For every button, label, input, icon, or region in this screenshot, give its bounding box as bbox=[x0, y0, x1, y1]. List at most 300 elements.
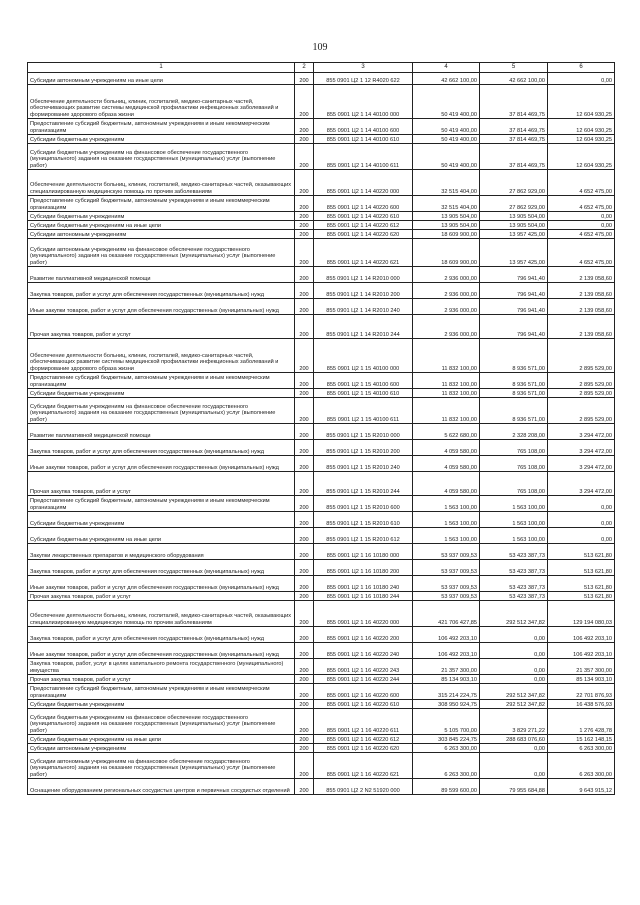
row-value-col5: 8 936 571,00 bbox=[480, 389, 548, 398]
row-name-text: Субсидии бюджетным учреждениям на финансовое обеспечение государственного (муниципального) задания на оказание государственных (муниципальных) услуг (выполнение работ) bbox=[30, 149, 276, 169]
row-classifier-cell: 855 0901 Ц2 1 16 40220 243 bbox=[314, 659, 413, 675]
row-classifier-cell: 855 0901 Ц2 1 16 40220 240 bbox=[314, 643, 413, 659]
row-value-col4: 6 263 300,00 bbox=[413, 753, 480, 779]
header-cell: 6 bbox=[548, 63, 615, 73]
table-row bbox=[28, 735, 615, 744]
row-code-cell: 200 bbox=[295, 283, 314, 299]
row-name-text: Субсидии бюджетным учреждениям на иные цели bbox=[30, 736, 162, 743]
row-value-col6: 3 294 472,00 bbox=[548, 456, 615, 472]
row-code-cell: 200 bbox=[295, 315, 314, 339]
row-value-col6: 0,00 bbox=[548, 212, 615, 221]
table-row bbox=[28, 299, 615, 315]
row-code-cell: 200 bbox=[295, 709, 314, 735]
row-name-text: Развитие паллиативной медицинской помощи bbox=[30, 275, 151, 282]
row-value-col4: 2 936 000,00 bbox=[413, 283, 480, 299]
row-classifier-cell: 855 0901 Ц2 1 16 40220 620 bbox=[314, 744, 413, 753]
row-value-col5: 53 423 387,73 bbox=[480, 592, 548, 601]
row-code-cell: 200 bbox=[295, 389, 314, 398]
row-name-cell bbox=[28, 389, 295, 398]
row-name-text: Субсидии автономным учреждениям на иные цели bbox=[30, 77, 163, 84]
row-name-cell bbox=[28, 135, 295, 144]
header-cell: 2 bbox=[295, 63, 314, 73]
row-code-cell: 200 bbox=[295, 373, 314, 389]
table-row bbox=[28, 744, 615, 753]
row-name-text: Субсидии бюджетным учреждениям на финансовое обеспечение государственного (муниципального) задания на оказание государственных (муниципальных) услуг (выполнение работ) bbox=[30, 403, 276, 423]
row-classifier-cell: 855 0901 Ц2 1 14 40220 612 bbox=[314, 221, 413, 230]
row-classifier-cell: 855 0901 Ц2 1 16 40220 621 bbox=[314, 753, 413, 779]
row-value-col6: 6 263 300,00 bbox=[548, 753, 615, 779]
row-classifier-cell: 855 0901 Ц2 1 15 R2010 612 bbox=[314, 528, 413, 544]
row-name-text: Субсидии бюджетным учреждениям bbox=[30, 213, 125, 220]
row-name-text: Развитие паллиативной медицинской помощи bbox=[30, 432, 151, 439]
row-code-cell: 200 bbox=[295, 144, 314, 170]
table-row bbox=[28, 315, 615, 339]
row-classifier-cell: 855 0901 Ц2 1 16 10180 200 bbox=[314, 560, 413, 576]
row-code-cell: 200 bbox=[295, 456, 314, 472]
row-value-col5: 765 108,00 bbox=[480, 456, 548, 472]
row-code-cell: 200 bbox=[295, 512, 314, 528]
row-classifier-cell: 855 0901 Ц2 1 16 40220 244 bbox=[314, 675, 413, 684]
row-code-cell: 200 bbox=[295, 700, 314, 709]
row-classifier-cell: 855 0901 Ц2 1 16 40220 612 bbox=[314, 735, 413, 744]
row-name-cell bbox=[28, 512, 295, 528]
row-value-col6: 2 139 058,60 bbox=[548, 267, 615, 283]
row-name-text: Иные закупки товаров, работ и услуг для обеспечения государственных (муниципальных) нужд bbox=[30, 651, 279, 658]
row-code-cell: 200 bbox=[295, 472, 314, 496]
row-name-text: Оснащение оборудованием региональных сосудистых центров и первичных сосудистых отделений bbox=[30, 787, 290, 794]
row-name-cell bbox=[28, 440, 295, 456]
row-classifier-cell: 855 0901 Ц2 1 16 40220 600 bbox=[314, 684, 413, 700]
row-value-col6: 2 139 058,60 bbox=[548, 283, 615, 299]
row-value-col5: 1 563 100,00 bbox=[480, 496, 548, 512]
row-value-col6: 0,00 bbox=[548, 528, 615, 544]
row-value-col4: 89 599 600,00 bbox=[413, 779, 480, 795]
row-value-col4: 303 845 224,75 bbox=[413, 735, 480, 744]
row-value-col6: 6 263 300,00 bbox=[548, 744, 615, 753]
row-name-text: Закупка товаров, работ и услуг для обеспечения государственных (муниципальных) нужд bbox=[30, 291, 264, 298]
row-code-cell: 200 bbox=[295, 659, 314, 675]
table-row bbox=[28, 283, 615, 299]
row-value-col4: 42 662 100,00 bbox=[413, 73, 480, 85]
row-value-col5: 13 957 425,00 bbox=[480, 230, 548, 239]
row-value-col4: 11 832 100,00 bbox=[413, 373, 480, 389]
row-value-col6: 513 621,80 bbox=[548, 576, 615, 592]
row-classifier-cell: 855 0901 Ц2 1 16 10180 000 bbox=[314, 544, 413, 560]
row-name-text: Предоставление субсидий бюджетным, автономным учреждениям и иным некоммерческим организациям bbox=[30, 498, 270, 511]
row-value-col4: 53 937 009,53 bbox=[413, 544, 480, 560]
row-value-col5: 765 108,00 bbox=[480, 440, 548, 456]
row-classifier-cell: 855 0901 Ц2 1 14 40100 000 bbox=[314, 85, 413, 119]
row-value-col4: 421 706 427,85 bbox=[413, 601, 480, 627]
row-code-cell: 200 bbox=[295, 675, 314, 684]
row-value-col5: 796 941,40 bbox=[480, 315, 548, 339]
row-classifier-cell: 855 0901 Ц2 1 15 R2010 600 bbox=[314, 496, 413, 512]
row-value-col5: 13 905 504,00 bbox=[480, 221, 548, 230]
row-name-cell bbox=[28, 544, 295, 560]
table-row bbox=[28, 339, 615, 373]
row-code-cell: 200 bbox=[295, 592, 314, 601]
row-value-col5: 13 905 504,00 bbox=[480, 212, 548, 221]
row-code-cell: 200 bbox=[295, 528, 314, 544]
table-row bbox=[28, 440, 615, 456]
row-classifier-cell: 855 0901 Ц2 1 15 40100 611 bbox=[314, 398, 413, 424]
row-value-col6: 2 895 529,00 bbox=[548, 373, 615, 389]
row-classifier-cell: 855 0901 Ц2 1 15 R2010 200 bbox=[314, 440, 413, 456]
row-name-cell bbox=[28, 627, 295, 643]
row-classifier-cell: 855 0901 Ц2 1 12 R4020 622 bbox=[314, 73, 413, 85]
row-name-text: Субсидии бюджетным учреждениям bbox=[30, 701, 125, 708]
table-row bbox=[28, 144, 615, 170]
table-row bbox=[28, 239, 615, 267]
row-value-col6: 1 276 428,78 bbox=[548, 709, 615, 735]
row-name-cell bbox=[28, 643, 295, 659]
row-value-col4: 85 134 903,10 bbox=[413, 675, 480, 684]
header-cell: 4 bbox=[413, 63, 480, 73]
row-name-cell bbox=[28, 779, 295, 795]
header-cell: 5 bbox=[480, 63, 548, 73]
row-value-col5: 765 108,00 bbox=[480, 472, 548, 496]
row-classifier-cell: 855 0901 Ц2 1 14 R2010 240 bbox=[314, 299, 413, 315]
row-name-text: Прочая закупка товаров, работ и услуг bbox=[30, 331, 131, 338]
row-value-col4: 18 609 900,00 bbox=[413, 239, 480, 267]
table-row bbox=[28, 496, 615, 512]
table-row bbox=[28, 753, 615, 779]
page-number: 109 bbox=[312, 42, 328, 53]
row-name-cell bbox=[28, 73, 295, 85]
row-classifier-cell: 855 0901 Ц2 1 14 R2010 000 bbox=[314, 267, 413, 283]
table-row bbox=[28, 267, 615, 283]
table-row bbox=[28, 592, 615, 601]
row-value-col5: 27 862 929,00 bbox=[480, 170, 548, 196]
row-name-text: Субсидии бюджетным учреждениям на иные цели bbox=[30, 222, 162, 229]
row-name-cell bbox=[28, 496, 295, 512]
row-code-cell: 200 bbox=[295, 267, 314, 283]
row-code-cell: 200 bbox=[295, 440, 314, 456]
row-value-col6: 106 492 203,10 bbox=[548, 643, 615, 659]
row-value-col5: 288 683 076,60 bbox=[480, 735, 548, 744]
header-cell: 1 bbox=[28, 63, 295, 73]
row-name-text: Субсидии бюджетным учреждениям bbox=[30, 390, 125, 397]
row-classifier-cell: 855 0901 Ц2 1 16 40220 000 bbox=[314, 601, 413, 627]
row-value-col5: 37 814 469,75 bbox=[480, 144, 548, 170]
row-value-col5: 796 941,40 bbox=[480, 299, 548, 315]
table-row bbox=[28, 170, 615, 196]
row-name-text: Прочая закупка товаров, работ и услуг bbox=[30, 593, 131, 600]
row-name-text: Закупка товаров, работ и услуг для обеспечения государственных (муниципальных) нужд bbox=[30, 568, 264, 575]
row-value-col5: 8 936 571,00 bbox=[480, 398, 548, 424]
row-value-col5: 42 662 100,00 bbox=[480, 73, 548, 85]
row-value-col5: 796 941,40 bbox=[480, 283, 548, 299]
row-value-col6: 513 621,80 bbox=[548, 544, 615, 560]
table-row bbox=[28, 601, 615, 627]
row-name-cell bbox=[28, 744, 295, 753]
row-code-cell: 200 bbox=[295, 576, 314, 592]
row-name-cell bbox=[28, 700, 295, 709]
row-value-col4: 1 563 100,00 bbox=[413, 496, 480, 512]
row-value-col5: 2 328 208,00 bbox=[480, 424, 548, 440]
row-value-col6: 0,00 bbox=[548, 73, 615, 85]
row-value-col6: 12 604 930,25 bbox=[548, 85, 615, 119]
row-value-col4: 4 059 580,00 bbox=[413, 440, 480, 456]
row-value-col6: 9 643 915,12 bbox=[548, 779, 615, 795]
header-cell: 3 bbox=[314, 63, 413, 73]
row-classifier-cell: 855 0901 Ц2 1 15 40100 000 bbox=[314, 339, 413, 373]
row-value-col5: 27 862 929,00 bbox=[480, 196, 548, 212]
row-name-text: Иные закупки товаров, работ и услуг для обеспечения государственных (муниципальных) нужд bbox=[30, 307, 279, 314]
row-name-text: Предоставление субсидий бюджетным, автономным учреждениям и иным некоммерческим организациям bbox=[30, 198, 270, 211]
row-name-cell bbox=[28, 373, 295, 389]
row-name-text: Субсидии автономным учреждениям bbox=[30, 745, 127, 752]
row-name-cell bbox=[28, 424, 295, 440]
table-row bbox=[28, 684, 615, 700]
row-name-text: Прочая закупка товаров, работ и услуг bbox=[30, 488, 131, 495]
row-name-text: Субсидии бюджетным учреждениям на иные цели bbox=[30, 536, 162, 543]
row-code-cell: 200 bbox=[295, 212, 314, 221]
table-row bbox=[28, 472, 615, 496]
row-classifier-cell: 855 0901 Ц2 1 14 40220 620 bbox=[314, 230, 413, 239]
row-name-cell bbox=[28, 267, 295, 283]
row-value-col6: 2 895 529,00 bbox=[548, 398, 615, 424]
row-value-col6: 0,00 bbox=[548, 221, 615, 230]
row-value-col6: 513 621,80 bbox=[548, 560, 615, 576]
row-classifier-cell: 855 0901 Ц2 2 N2 51920 000 bbox=[314, 779, 413, 795]
row-value-col4: 13 905 504,00 bbox=[413, 212, 480, 221]
row-code-cell: 200 bbox=[295, 744, 314, 753]
row-value-col4: 50 419 400,00 bbox=[413, 135, 480, 144]
row-value-col5: 53 423 387,73 bbox=[480, 560, 548, 576]
row-name-cell bbox=[28, 283, 295, 299]
row-code-cell: 200 bbox=[295, 496, 314, 512]
row-value-col6: 12 604 930,25 bbox=[548, 119, 615, 135]
table-row bbox=[28, 709, 615, 735]
row-code-cell: 200 bbox=[295, 230, 314, 239]
row-value-col6: 2 895 529,00 bbox=[548, 389, 615, 398]
row-code-cell: 200 bbox=[295, 170, 314, 196]
table-row bbox=[28, 512, 615, 528]
row-value-col6: 22 701 876,93 bbox=[548, 684, 615, 700]
row-name-text: Закупка товаров, работ и услуг для обеспечения государственных (муниципальных) нужд bbox=[30, 448, 264, 455]
row-value-col6: 4 652 475,00 bbox=[548, 170, 615, 196]
row-name-text: Обеспечение деятельности больниц, клиник, госпиталей, медико-санитарных частей, обеспечивающих развитие системы медицинской профилактики инфекционных заболеваний и формирование здорового образа жизни bbox=[30, 352, 279, 372]
row-value-col6: 106 492 203,10 bbox=[548, 627, 615, 643]
row-name-cell bbox=[28, 212, 295, 221]
row-name-cell bbox=[28, 709, 295, 735]
row-value-col5: 3 829 271,22 bbox=[480, 709, 548, 735]
row-classifier-cell: 855 0901 Ц2 1 14 40100 600 bbox=[314, 119, 413, 135]
row-classifier-cell: 855 0901 Ц2 1 14 40220 621 bbox=[314, 239, 413, 267]
row-name-cell bbox=[28, 472, 295, 496]
row-name-cell bbox=[28, 144, 295, 170]
row-code-cell: 200 bbox=[295, 424, 314, 440]
row-code-cell: 200 bbox=[295, 239, 314, 267]
row-value-col5: 0,00 bbox=[480, 675, 548, 684]
row-name-cell bbox=[28, 119, 295, 135]
row-code-cell: 200 bbox=[295, 398, 314, 424]
row-code-cell: 200 bbox=[295, 601, 314, 627]
row-value-col5: 0,00 bbox=[480, 659, 548, 675]
row-value-col5: 0,00 bbox=[480, 643, 548, 659]
row-name-text: Субсидии автономным учреждениям bbox=[30, 231, 127, 238]
row-code-cell: 200 bbox=[295, 753, 314, 779]
row-code-cell: 200 bbox=[295, 339, 314, 373]
row-classifier-cell: 855 0901 Ц2 1 14 R2010 200 bbox=[314, 283, 413, 299]
table-row bbox=[28, 119, 615, 135]
row-value-col4: 11 832 100,00 bbox=[413, 398, 480, 424]
row-value-col4: 5 105 700,00 bbox=[413, 709, 480, 735]
row-value-col4: 53 937 009,53 bbox=[413, 592, 480, 601]
row-classifier-cell: 855 0901 Ц2 1 15 40100 600 bbox=[314, 373, 413, 389]
row-value-col6: 12 604 930,25 bbox=[548, 144, 615, 170]
row-value-col6: 85 134 903,10 bbox=[548, 675, 615, 684]
table-row bbox=[28, 675, 615, 684]
row-value-col5: 0,00 bbox=[480, 753, 548, 779]
row-name-cell bbox=[28, 221, 295, 230]
row-value-col4: 53 937 009,53 bbox=[413, 560, 480, 576]
row-name-cell bbox=[28, 170, 295, 196]
row-value-col4: 53 937 009,53 bbox=[413, 576, 480, 592]
row-value-col5: 1 563 100,00 bbox=[480, 528, 548, 544]
budget-table bbox=[27, 62, 615, 795]
row-name-cell bbox=[28, 230, 295, 239]
row-value-col6: 0,00 bbox=[548, 496, 615, 512]
row-name-text: Обеспечение деятельности больниц, клиник, госпиталей, медико-санитарных частей, оказывающих специализированную медицинскую помощь по прочим заболеваниям bbox=[30, 182, 291, 195]
row-name-cell bbox=[28, 684, 295, 700]
row-value-col4: 2 936 000,00 bbox=[413, 267, 480, 283]
row-value-col5: 1 563 100,00 bbox=[480, 512, 548, 528]
row-name-cell bbox=[28, 601, 295, 627]
row-name-cell bbox=[28, 528, 295, 544]
row-classifier-cell: 855 0901 Ц2 1 16 10180 240 bbox=[314, 576, 413, 592]
row-name-cell bbox=[28, 339, 295, 373]
table-row bbox=[28, 221, 615, 230]
row-value-col6: 3 294 472,00 bbox=[548, 424, 615, 440]
row-value-col4: 5 622 680,00 bbox=[413, 424, 480, 440]
row-name-cell bbox=[28, 315, 295, 339]
row-code-cell: 200 bbox=[295, 779, 314, 795]
row-value-col6: 3 294 472,00 bbox=[548, 440, 615, 456]
row-value-col6: 2 139 058,60 bbox=[548, 315, 615, 339]
row-value-col5: 13 957 425,00 bbox=[480, 239, 548, 267]
row-name-text: Субсидии бюджетным учреждениям bbox=[30, 136, 125, 143]
table-row bbox=[28, 389, 615, 398]
row-name-text: Субсидии бюджетным учреждениям bbox=[30, 520, 125, 527]
row-name-text: Иные закупки товаров, работ и услуг для обеспечения государственных (муниципальных) нужд bbox=[30, 584, 279, 591]
row-value-col6: 15 162 148,15 bbox=[548, 735, 615, 744]
row-value-col6: 2 139 058,60 bbox=[548, 299, 615, 315]
row-code-cell: 200 bbox=[295, 627, 314, 643]
row-value-col5: 53 423 387,73 bbox=[480, 576, 548, 592]
row-name-cell bbox=[28, 576, 295, 592]
row-value-col4: 2 936 000,00 bbox=[413, 299, 480, 315]
row-code-cell: 200 bbox=[295, 221, 314, 230]
row-value-col4: 1 563 100,00 bbox=[413, 512, 480, 528]
row-name-cell bbox=[28, 239, 295, 267]
row-value-col5: 37 814 469,75 bbox=[480, 85, 548, 119]
row-classifier-cell: 855 0901 Ц2 1 14 40220 000 bbox=[314, 170, 413, 196]
table-row bbox=[28, 196, 615, 212]
row-value-col4: 315 214 224,75 bbox=[413, 684, 480, 700]
row-value-col5: 8 936 571,00 bbox=[480, 373, 548, 389]
row-name-text: Предоставление субсидий бюджетным, автономным учреждениям и иным некоммерческим организациям bbox=[30, 121, 270, 134]
row-value-col4: 11 832 100,00 bbox=[413, 389, 480, 398]
row-value-col5: 79 955 684,88 bbox=[480, 779, 548, 795]
row-value-col5: 292 512 347,82 bbox=[480, 601, 548, 627]
row-classifier-cell: 855 0901 Ц2 1 16 40220 610 bbox=[314, 700, 413, 709]
row-name-cell bbox=[28, 196, 295, 212]
row-name-text: Закупка товаров, работ, услуг в целях капитального ремонта государственного (муниципального) имущества bbox=[30, 661, 284, 674]
row-name-text: Закупка товаров, работ и услуг для обеспечения государственных (муниципальных) нужд bbox=[30, 635, 264, 642]
row-value-col4: 11 832 100,00 bbox=[413, 339, 480, 373]
row-value-col5: 37 814 469,75 bbox=[480, 119, 548, 135]
row-value-col6: 4 652 475,00 bbox=[548, 230, 615, 239]
row-name-text: Закупки лекарственных препаратов и медицинского оборудования bbox=[30, 552, 204, 559]
row-code-cell: 200 bbox=[295, 73, 314, 85]
row-value-col4: 1 563 100,00 bbox=[413, 528, 480, 544]
row-name-text: Предоставление субсидий бюджетным, автономным учреждениям и иным некоммерческим организациям bbox=[30, 375, 270, 388]
table-row bbox=[28, 779, 615, 795]
row-value-col4: 6 263 300,00 bbox=[413, 744, 480, 753]
row-code-cell: 200 bbox=[295, 544, 314, 560]
row-value-col5: 796 941,40 bbox=[480, 267, 548, 283]
row-name-cell bbox=[28, 398, 295, 424]
row-name-cell bbox=[28, 456, 295, 472]
row-value-col6: 2 895 529,00 bbox=[548, 339, 615, 373]
row-value-col5: 292 512 347,82 bbox=[480, 700, 548, 709]
row-code-cell: 200 bbox=[295, 119, 314, 135]
table-row bbox=[28, 700, 615, 709]
row-value-col4: 106 492 203,10 bbox=[413, 627, 480, 643]
row-code-cell: 200 bbox=[295, 85, 314, 119]
row-classifier-cell: 855 0901 Ц2 1 15 R2010 244 bbox=[314, 472, 413, 496]
row-value-col5: 8 936 571,00 bbox=[480, 339, 548, 373]
row-name-cell bbox=[28, 659, 295, 675]
row-name-cell bbox=[28, 753, 295, 779]
row-value-col4: 4 059 580,00 bbox=[413, 472, 480, 496]
row-value-col6: 21 357 300,00 bbox=[548, 659, 615, 675]
row-name-cell bbox=[28, 735, 295, 744]
table-row bbox=[28, 659, 615, 675]
row-name-text: Обеспечение деятельности больниц, клиник, госпиталей, медико-санитарных частей, обеспечивающих развитие системы медицинской профилактики инфекционных заболеваний и формирование здорового образа жизни bbox=[30, 98, 279, 118]
row-name-cell bbox=[28, 592, 295, 601]
row-name-text: Субсидии автономным учреждениям на финансовое обеспечение государственного (муниципального) задания на оказание государственных (муниципальных) услуг (выполнение работ) bbox=[30, 758, 276, 778]
table-row bbox=[28, 398, 615, 424]
row-value-col4: 106 492 203,10 bbox=[413, 643, 480, 659]
table-row bbox=[28, 528, 615, 544]
row-classifier-cell: 855 0901 Ц2 1 15 40100 610 bbox=[314, 389, 413, 398]
row-code-cell: 200 bbox=[295, 196, 314, 212]
table-body bbox=[28, 63, 615, 795]
row-value-col6: 513 621,80 bbox=[548, 592, 615, 601]
row-value-col4: 50 419 400,00 bbox=[413, 119, 480, 135]
row-name-text: Иные закупки товаров, работ и услуг для обеспечения государственных (муниципальных) нужд bbox=[30, 464, 279, 471]
table-row bbox=[28, 576, 615, 592]
table-row bbox=[28, 373, 615, 389]
row-classifier-cell: 855 0901 Ц2 1 15 R2010 610 bbox=[314, 512, 413, 528]
table-row bbox=[28, 135, 615, 144]
row-classifier-cell: 855 0901 Ц2 1 15 R2010 000 bbox=[314, 424, 413, 440]
row-name-cell bbox=[28, 675, 295, 684]
row-value-col4: 308 950 924,75 bbox=[413, 700, 480, 709]
table-row bbox=[28, 643, 615, 659]
row-value-col6: 129 194 080,03 bbox=[548, 601, 615, 627]
row-code-cell: 200 bbox=[295, 299, 314, 315]
row-value-col6: 4 652 475,00 bbox=[548, 239, 615, 267]
row-value-col4: 18 609 900,00 bbox=[413, 230, 480, 239]
row-code-cell: 200 bbox=[295, 643, 314, 659]
table-row bbox=[28, 73, 615, 85]
row-value-col5: 292 512 347,82 bbox=[480, 684, 548, 700]
row-code-cell: 200 bbox=[295, 135, 314, 144]
